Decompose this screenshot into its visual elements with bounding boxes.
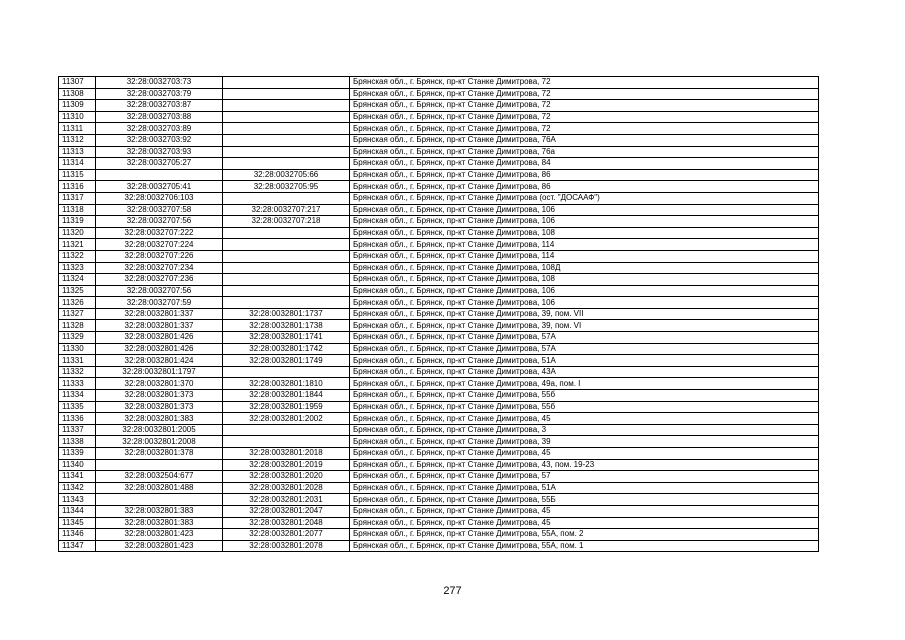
address-cell: Брянская обл., г. Брянск, пр-кт Станке Димитрова, 106 [350, 216, 819, 228]
row-number-cell: 11320 [59, 227, 96, 239]
table-row [59, 366, 819, 378]
table-row [59, 448, 819, 460]
table-row [59, 239, 819, 251]
related-cadastral-number-cell: 32:28:0032801:1737 [223, 308, 350, 320]
address-cell: Брянская обл., г. Брянск, пр-кт Станке Димитрова, 45 [350, 448, 819, 460]
row-number-cell: 11338 [59, 436, 96, 448]
table-row [59, 123, 819, 135]
related-cadastral-number-cell [223, 262, 350, 274]
related-cadastral-number-cell: 32:28:0032707:217 [223, 204, 350, 216]
related-cadastral-number-cell: 32:28:0032801:2028 [223, 482, 350, 494]
row-number-cell: 11346 [59, 529, 96, 541]
table-row [59, 285, 819, 297]
address-cell: Брянская обл., г. Брянск, пр-кт Станке Димитрова, 3 [350, 424, 819, 436]
related-cadastral-number-cell [223, 366, 350, 378]
address-cell: Брянская обл., г. Брянск, пр-кт Станке Димитрова, 114 [350, 250, 819, 262]
cadastral-number-cell: 32:28:0032703:88 [96, 111, 223, 123]
cadastral-number-cell: 32:28:0032504:677 [96, 471, 223, 483]
row-number-cell: 11313 [59, 146, 96, 158]
related-cadastral-number-cell [223, 158, 350, 170]
row-number-cell: 11327 [59, 308, 96, 320]
related-cadastral-number-cell: 32:28:0032801:2018 [223, 448, 350, 460]
table-row [59, 169, 819, 181]
cadastral-number-cell: 32:28:0032703:79 [96, 88, 223, 100]
row-number-cell: 11344 [59, 505, 96, 517]
table-row [59, 297, 819, 309]
cadastral-number-cell [96, 494, 223, 506]
table-row [59, 274, 819, 286]
table-row [59, 390, 819, 402]
address-cell: Брянская обл., г. Брянск, пр-кт Станке Димитрова, 86 [350, 181, 819, 193]
row-number-cell: 11316 [59, 181, 96, 193]
related-cadastral-number-cell: 32:28:0032801:2031 [223, 494, 350, 506]
row-number-cell: 11315 [59, 169, 96, 181]
address-cell: Брянская обл., г. Брянск, пр-кт Станке Димитрова, 49а, пом. I [350, 378, 819, 390]
cadastral-number-cell: 32:28:0032707:56 [96, 216, 223, 228]
table-row [59, 540, 819, 552]
row-number-cell: 11321 [59, 239, 96, 251]
row-number-cell: 11310 [59, 111, 96, 123]
related-cadastral-number-cell [223, 88, 350, 100]
row-number-cell: 11318 [59, 204, 96, 216]
related-cadastral-number-cell [223, 100, 350, 112]
row-number-cell: 11331 [59, 355, 96, 367]
cadastral-number-cell: 32:28:0032703:93 [96, 146, 223, 158]
row-number-cell: 11342 [59, 482, 96, 494]
cadastral-number-cell [96, 169, 223, 181]
table-row [59, 505, 819, 517]
cadastral-number-cell: 32:28:0032703:89 [96, 123, 223, 135]
cadastral-number-cell: 32:28:0032705:41 [96, 181, 223, 193]
address-cell: Брянская обл., г. Брянск, пр-кт Станке Димитрова, 43А [350, 366, 819, 378]
related-cadastral-number-cell: 32:28:0032801:2077 [223, 529, 350, 541]
address-cell: Брянская обл., г. Брянск, пр-кт Станке Димитрова, 76А [350, 134, 819, 146]
cadastral-number-cell [96, 459, 223, 471]
table-row [59, 424, 819, 436]
address-cell: Брянская обл., г. Брянск, пр-кт Станке Димитрова, 72 [350, 77, 819, 89]
table-row [59, 216, 819, 228]
address-cell: Брянская обл., г. Брянск, пр-кт Станке Димитрова, 57А [350, 343, 819, 355]
address-cell: Брянская обл., г. Брянск, пр-кт Станке Димитрова, 72 [350, 88, 819, 100]
page-number: 277 [443, 585, 462, 597]
address-cell: Брянская обл., г. Брянск, пр-кт Станке Димитрова, 55б [350, 390, 819, 402]
address-cell: Брянская обл., г. Брянск, пр-кт Станке Димитрова, 55А, пом. 1 [350, 540, 819, 552]
related-cadastral-number-cell: 32:28:0032801:1742 [223, 343, 350, 355]
address-cell: Брянская обл., г. Брянск, пр-кт Станке Димитрова, 55А, пом. 2 [350, 529, 819, 541]
related-cadastral-number-cell: 32:28:0032801:2002 [223, 413, 350, 425]
cadastral-number-cell: 32:28:0032801:383 [96, 413, 223, 425]
address-cell: Брянская обл., г. Брянск, пр-кт Станке Димитрова, 76а [350, 146, 819, 158]
table-row [59, 134, 819, 146]
address-cell: Брянская обл., г. Брянск, пр-кт Станке Димитрова, 43, пом. 19-23 [350, 459, 819, 471]
row-number-cell: 11330 [59, 343, 96, 355]
address-cell: Брянская обл., г. Брянск, пр-кт Станке Димитрова, 55б [350, 401, 819, 413]
cadastral-number-cell: 32:28:0032707:234 [96, 262, 223, 274]
cadastral-number-cell: 32:28:0032801:337 [96, 308, 223, 320]
cadastral-number-cell: 32:28:0032705:27 [96, 158, 223, 170]
row-number-cell: 11324 [59, 274, 96, 286]
table-row [59, 192, 819, 204]
related-cadastral-number-cell: 32:28:0032801:1844 [223, 390, 350, 402]
address-cell: Брянская обл., г. Брянск, пр-кт Станке Димитрова, 106 [350, 285, 819, 297]
related-cadastral-number-cell [223, 297, 350, 309]
related-cadastral-number-cell: 32:28:0032801:1749 [223, 355, 350, 367]
address-cell: Брянская обл., г. Брянск, пр-кт Станке Димитрова, 45 [350, 413, 819, 425]
row-number-cell: 11317 [59, 192, 96, 204]
row-number-cell: 11334 [59, 390, 96, 402]
related-cadastral-number-cell: 32:28:0032801:1810 [223, 378, 350, 390]
related-cadastral-number-cell [223, 227, 350, 239]
related-cadastral-number-cell: 32:28:0032801:1738 [223, 320, 350, 332]
address-cell: Брянская обл., г. Брянск, пр-кт Станке Димитрова, 45 [350, 505, 819, 517]
address-cell: Брянская обл., г. Брянск, пр-кт Станке Димитрова, 57 [350, 471, 819, 483]
related-cadastral-number-cell: 32:28:0032707:218 [223, 216, 350, 228]
table-row [59, 482, 819, 494]
table-row [59, 181, 819, 193]
related-cadastral-number-cell [223, 285, 350, 297]
related-cadastral-number-cell [223, 77, 350, 89]
related-cadastral-number-cell [223, 250, 350, 262]
cadastral-number-cell: 32:28:0032703:92 [96, 134, 223, 146]
related-cadastral-number-cell: 32:28:0032705:95 [223, 181, 350, 193]
row-number-cell: 11337 [59, 424, 96, 436]
row-number-cell: 11336 [59, 413, 96, 425]
cadastral-number-cell: 32:28:0032707:58 [96, 204, 223, 216]
related-cadastral-number-cell [223, 192, 350, 204]
related-cadastral-number-cell [223, 123, 350, 135]
address-cell: Брянская обл., г. Брянск, пр-кт Станке Димитрова, 106 [350, 204, 819, 216]
row-number-cell: 11325 [59, 285, 96, 297]
cadastral-number-cell: 32:28:0032801:2008 [96, 436, 223, 448]
row-number-cell: 11335 [59, 401, 96, 413]
table-row [59, 100, 819, 112]
cadastral-number-cell: 32:28:0032801:378 [96, 448, 223, 460]
related-cadastral-number-cell: 32:28:0032801:2019 [223, 459, 350, 471]
address-cell: Брянская обл., г. Брянск, пр-кт Станке Димитрова, 51А [350, 482, 819, 494]
table-row [59, 355, 819, 367]
row-number-cell: 11329 [59, 332, 96, 344]
related-cadastral-number-cell: 32:28:0032801:2020 [223, 471, 350, 483]
cadastral-number-cell: 32:28:0032801:337 [96, 320, 223, 332]
table-row [59, 250, 819, 262]
cadastral-number-cell: 32:28:0032801:423 [96, 529, 223, 541]
table-row [59, 320, 819, 332]
row-number-cell: 11314 [59, 158, 96, 170]
related-cadastral-number-cell: 32:28:0032801:2078 [223, 540, 350, 552]
related-cadastral-number-cell [223, 111, 350, 123]
table-row [59, 436, 819, 448]
cadastral-number-cell: 32:28:0032801:426 [96, 343, 223, 355]
address-cell: Брянская обл., г. Брянск, пр-кт Станке Димитрова, 39, пом. VI [350, 320, 819, 332]
address-cell: Брянская обл., г. Брянск, пр-кт Станке Димитрова (ост. "ДОСААФ") [350, 192, 819, 204]
related-cadastral-number-cell [223, 146, 350, 158]
address-cell: Брянская обл., г. Брянск, пр-кт Станке Димитрова, 72 [350, 111, 819, 123]
row-number-cell: 11343 [59, 494, 96, 506]
table-row [59, 378, 819, 390]
address-cell: Брянская обл., г. Брянск, пр-кт Станке Димитрова, 72 [350, 100, 819, 112]
table-row [59, 459, 819, 471]
row-number-cell: 11319 [59, 216, 96, 228]
related-cadastral-number-cell: 32:28:0032801:1741 [223, 332, 350, 344]
row-number-cell: 11328 [59, 320, 96, 332]
row-number-cell: 11347 [59, 540, 96, 552]
cadastral-number-cell: 32:28:0032707:59 [96, 297, 223, 309]
row-number-cell: 11341 [59, 471, 96, 483]
cadastral-number-cell: 32:28:0032801:370 [96, 378, 223, 390]
related-cadastral-number-cell [223, 274, 350, 286]
table-row [59, 111, 819, 123]
registry-table-body [59, 77, 819, 552]
row-number-cell: 11332 [59, 366, 96, 378]
address-cell: Брянская обл., г. Брянск, пр-кт Станке Димитрова, 39, пом. VII [350, 308, 819, 320]
row-number-cell: 11323 [59, 262, 96, 274]
cadastral-number-cell: 32:28:0032801:383 [96, 505, 223, 517]
table-row [59, 308, 819, 320]
row-number-cell: 11322 [59, 250, 96, 262]
cadastral-number-cell: 32:28:0032801:424 [96, 355, 223, 367]
row-number-cell: 11345 [59, 517, 96, 529]
table-row [59, 471, 819, 483]
row-number-cell: 11311 [59, 123, 96, 135]
table-row [59, 262, 819, 274]
table-row [59, 413, 819, 425]
cadastral-number-cell: 32:28:0032801:2005 [96, 424, 223, 436]
table-row [59, 517, 819, 529]
registry-table [58, 76, 819, 552]
address-cell: Брянская обл., г. Брянск, пр-кт Станке Димитрова, 39 [350, 436, 819, 448]
cadastral-number-cell: 32:28:0032707:236 [96, 274, 223, 286]
address-cell: Брянская обл., г. Брянск, пр-кт Станке Димитрова, 108 [350, 274, 819, 286]
table-row [59, 529, 819, 541]
address-cell: Брянская обл., г. Брянск, пр-кт Станке Димитрова, 45 [350, 517, 819, 529]
cadastral-number-cell: 32:28:0032801:373 [96, 401, 223, 413]
table-row [59, 77, 819, 89]
address-cell: Брянская обл., г. Брянск, пр-кт Станке Димитрова, 114 [350, 239, 819, 251]
table-row [59, 401, 819, 413]
row-number-cell: 11307 [59, 77, 96, 89]
cadastral-number-cell: 32:28:0032801:1797 [96, 366, 223, 378]
table-row [59, 88, 819, 100]
related-cadastral-number-cell: 32:28:0032801:1959 [223, 401, 350, 413]
row-number-cell: 11333 [59, 378, 96, 390]
table-row [59, 332, 819, 344]
related-cadastral-number-cell [223, 134, 350, 146]
table-row [59, 146, 819, 158]
cadastral-number-cell: 32:28:0032801:423 [96, 540, 223, 552]
address-cell: Брянская обл., г. Брянск, пр-кт Станке Димитрова, 55Б [350, 494, 819, 506]
row-number-cell: 11339 [59, 448, 96, 460]
row-number-cell: 11326 [59, 297, 96, 309]
cadastral-number-cell: 32:28:0032801:426 [96, 332, 223, 344]
address-cell: Брянская обл., г. Брянск, пр-кт Станке Димитрова, 72 [350, 123, 819, 135]
table-row [59, 204, 819, 216]
related-cadastral-number-cell: 32:28:0032801:2048 [223, 517, 350, 529]
cadastral-number-cell: 32:28:0032707:224 [96, 239, 223, 251]
cadastral-number-cell: 32:28:0032801:383 [96, 517, 223, 529]
address-cell: Брянская обл., г. Брянск, пр-кт Станке Димитрова, 57А [350, 332, 819, 344]
cadastral-number-cell: 32:28:0032707:222 [96, 227, 223, 239]
address-cell: Брянская обл., г. Брянск, пр-кт Станке Димитрова, 51А [350, 355, 819, 367]
table-row [59, 494, 819, 506]
cadastral-number-cell: 32:28:0032707:226 [96, 250, 223, 262]
table-row [59, 158, 819, 170]
address-cell: Брянская обл., г. Брянск, пр-кт Станке Димитрова, 108 [350, 227, 819, 239]
cadastral-number-cell: 32:28:0032706:103 [96, 192, 223, 204]
related-cadastral-number-cell [223, 436, 350, 448]
cadastral-number-cell: 32:28:0032801:373 [96, 390, 223, 402]
row-number-cell: 11308 [59, 88, 96, 100]
cadastral-number-cell: 32:28:0032703:73 [96, 77, 223, 89]
table-row [59, 343, 819, 355]
cadastral-number-cell: 32:28:0032707:56 [96, 285, 223, 297]
related-cadastral-number-cell [223, 424, 350, 436]
related-cadastral-number-cell [223, 239, 350, 251]
table-row [59, 227, 819, 239]
row-number-cell: 11340 [59, 459, 96, 471]
related-cadastral-number-cell: 32:28:0032705:66 [223, 169, 350, 181]
cadastral-number-cell: 32:28:0032801:488 [96, 482, 223, 494]
row-number-cell: 11309 [59, 100, 96, 112]
row-number-cell: 11312 [59, 134, 96, 146]
address-cell: Брянская обл., г. Брянск, пр-кт Станке Димитрова, 86 [350, 169, 819, 181]
related-cadastral-number-cell: 32:28:0032801:2047 [223, 505, 350, 517]
address-cell: Брянская обл., г. Брянск, пр-кт Станке Димитрова, 106 [350, 297, 819, 309]
cadastral-number-cell: 32:28:0032703:87 [96, 100, 223, 112]
address-cell: Брянская обл., г. Брянск, пр-кт Станке Димитрова, 84 [350, 158, 819, 170]
address-cell: Брянская обл., г. Брянск, пр-кт Станке Димитрова, 108Д [350, 262, 819, 274]
